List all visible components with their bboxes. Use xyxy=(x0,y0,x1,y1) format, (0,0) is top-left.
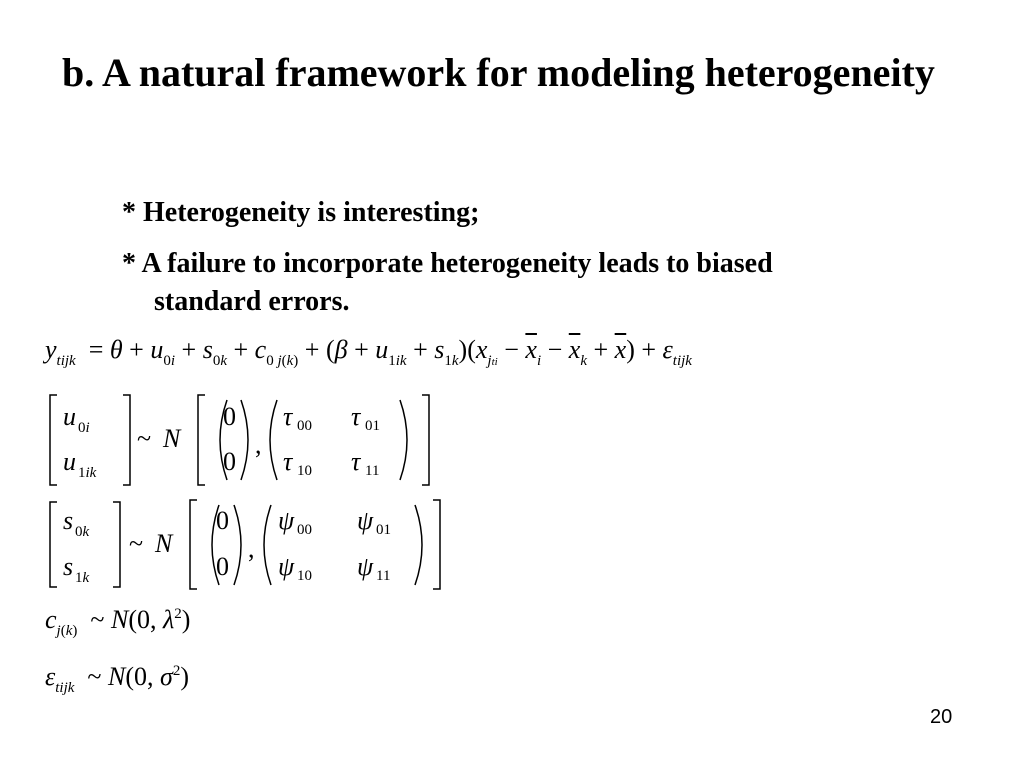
bullet-biased-standard-errors xyxy=(122,245,942,321)
svg-text:τ: τ xyxy=(351,447,361,476)
svg-text:0: 0 xyxy=(216,506,229,535)
svg-text:11: 11 xyxy=(365,463,380,479)
svg-text:0k: 0k xyxy=(75,524,90,540)
svg-text:0i: 0i xyxy=(78,420,90,436)
svg-text:τ: τ xyxy=(283,447,293,476)
s-distribution xyxy=(45,497,455,597)
svg-text:N: N xyxy=(163,424,181,453)
svg-text:,: , xyxy=(255,430,262,459)
svg-text:ψ: ψ xyxy=(357,552,374,581)
svg-text:N: N xyxy=(155,529,173,558)
svg-text:11: 11 xyxy=(376,568,391,584)
svg-text:τ: τ xyxy=(283,402,293,431)
u-distribution xyxy=(45,390,445,490)
svg-text:ψ: ψ xyxy=(278,506,295,535)
bullet-continuation: standard errors. xyxy=(154,286,350,317)
svg-text:10: 10 xyxy=(297,463,312,479)
svg-text:1ik: 1ik xyxy=(78,465,97,481)
svg-text:0: 0 xyxy=(216,552,229,581)
slide-title: b. A natural framework for modeling heterogeneity xyxy=(62,50,935,95)
c-distribution: $c_{j(k)}$ ~ N(0, $\lambda^2$) xyxy=(45,605,191,639)
slide-number: 20 xyxy=(930,706,953,728)
svg-text:~: ~ xyxy=(129,529,144,558)
svg-text:τ: τ xyxy=(351,402,361,431)
model-equation: $y_{tijk} = \theta + u_{0i} + s_{0k} + c_{0 j(k)} + (\beta + u_{1ik} + s_{1k})(x_{jti} - \overline{x}_i - \overline{x}_k + \overline{x}) + \varepsilon_{tijk}$ xyxy=(45,335,692,369)
svg-text:,: , xyxy=(248,534,255,563)
svg-text:s: s xyxy=(63,506,74,535)
svg-text:1k: 1k xyxy=(75,570,90,586)
svg-text:~: ~ xyxy=(137,424,152,453)
bullet-text: * A failure to incorporate heterogeneity leads to biased xyxy=(122,248,773,279)
svg-text:0: 0 xyxy=(223,402,236,431)
svg-text:u: u xyxy=(63,447,76,476)
bullet-text: * Heterogeneity is interesting; xyxy=(122,197,480,228)
svg-text:00: 00 xyxy=(297,418,312,434)
svg-text:00: 00 xyxy=(297,522,312,538)
svg-text:s: s xyxy=(63,552,74,581)
svg-text:ψ: ψ xyxy=(357,506,374,535)
svg-text:ψ: ψ xyxy=(278,552,295,581)
svg-text:10: 10 xyxy=(297,568,312,584)
epsilon-distribution: $\varepsilon_{tijk}$ ~ N(0, $\sigma^2$) xyxy=(45,662,190,696)
svg-text:u: u xyxy=(63,402,76,431)
svg-text:01: 01 xyxy=(376,522,391,538)
svg-text:0: 0 xyxy=(223,447,236,476)
bullet-heterogeneity-interesting xyxy=(122,194,479,232)
svg-text:01: 01 xyxy=(365,418,380,434)
